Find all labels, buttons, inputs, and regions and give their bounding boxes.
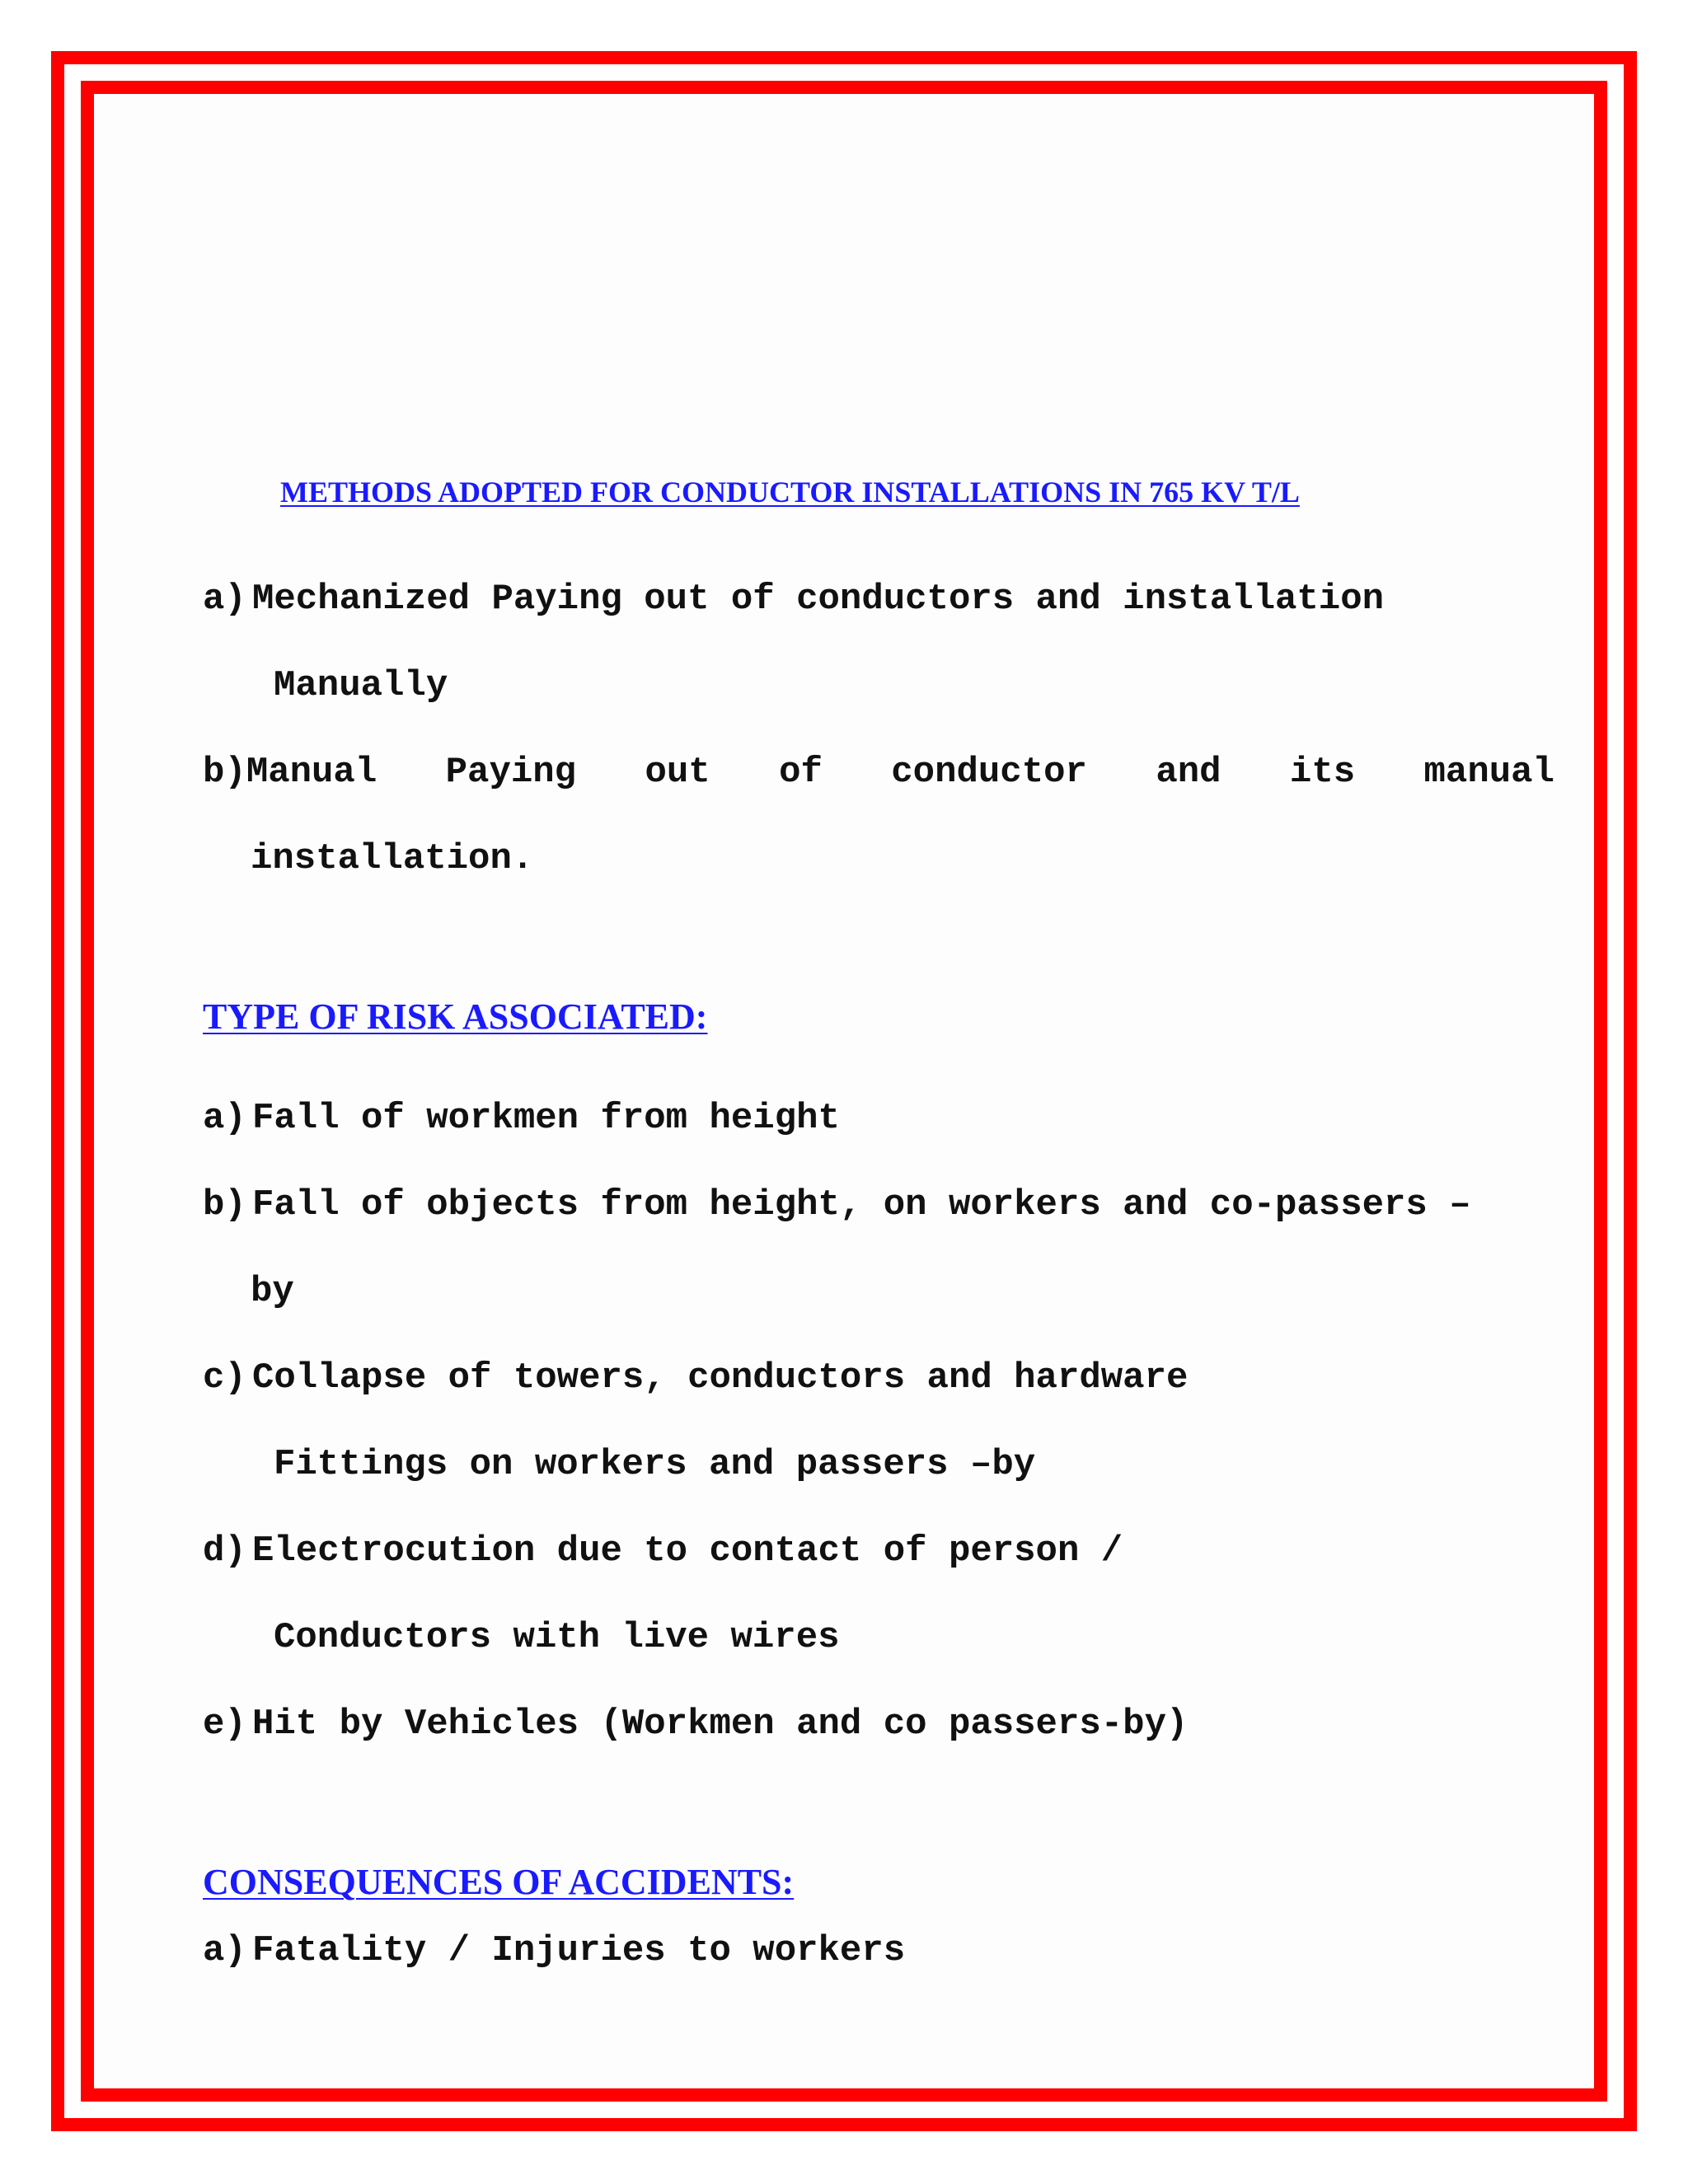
- risk-item-text: Fall of workmen from height: [252, 1098, 840, 1139]
- risk-item-text: Hit by Vehicles (Workmen and co passers-by): [252, 1704, 1189, 1745]
- list-marker: e): [203, 1704, 246, 1745]
- section-heading-consequences: CONSEQUENCES OF ACCIDENTS:: [203, 1862, 795, 1902]
- section-heading-risks: TYPE OF RISK ASSOCIATED:: [203, 996, 708, 1037]
- risk-item-a: [203, 1098, 840, 1139]
- justified-word: of: [779, 752, 823, 793]
- justified-word: and: [1156, 752, 1221, 793]
- page-title: METHODS ADOPTED FOR CONDUCTOR INSTALLATIONS IN 765 KV T/L: [280, 476, 1300, 509]
- justified-word: Paying: [445, 752, 577, 793]
- risk-item-b-continuation: by: [251, 1271, 294, 1312]
- risk-item-text: Fall of objects from height, on workers and co-passers –: [252, 1184, 1471, 1226]
- list-marker: c): [203, 1357, 246, 1399]
- risk-item-text: Collapse of towers, conductors and hardware: [252, 1357, 1189, 1399]
- list-marker: d): [203, 1530, 246, 1572]
- justified-word: out: [645, 752, 710, 793]
- justified-word: conductor: [891, 752, 1087, 793]
- list-marker: a): [203, 579, 246, 620]
- risk-item-b: [203, 1184, 1471, 1226]
- risk-item-e: [203, 1704, 1188, 1745]
- justified-word: its: [1289, 752, 1356, 793]
- list-marker-word: b)Manual: [203, 752, 377, 793]
- consequence-item-text: Fatality / Injuries to workers: [252, 1930, 906, 1971]
- risk-item-text: Electrocution due to contact of person /: [252, 1530, 1123, 1572]
- risk-item-d: [203, 1530, 1123, 1572]
- list-marker: a): [203, 1098, 246, 1139]
- method-item-a-continuation: Manually: [274, 665, 448, 706]
- risk-item-c: [203, 1357, 1188, 1399]
- risk-item-d-continuation: Conductors with live wires: [274, 1617, 840, 1658]
- method-item-text: Mechanized Paying out of conductors and installation: [252, 579, 1385, 620]
- list-marker: b): [203, 1184, 246, 1226]
- list-marker: a): [203, 1930, 246, 1971]
- risk-item-c-continuation: Fittings on workers and passers –by: [274, 1444, 1036, 1485]
- method-item-b-continuation: installation.: [251, 838, 534, 879]
- method-item-b: [203, 752, 1554, 793]
- consequence-item-a: [203, 1930, 905, 1971]
- justified-word: manual: [1423, 752, 1554, 793]
- method-item-a: [203, 579, 1384, 620]
